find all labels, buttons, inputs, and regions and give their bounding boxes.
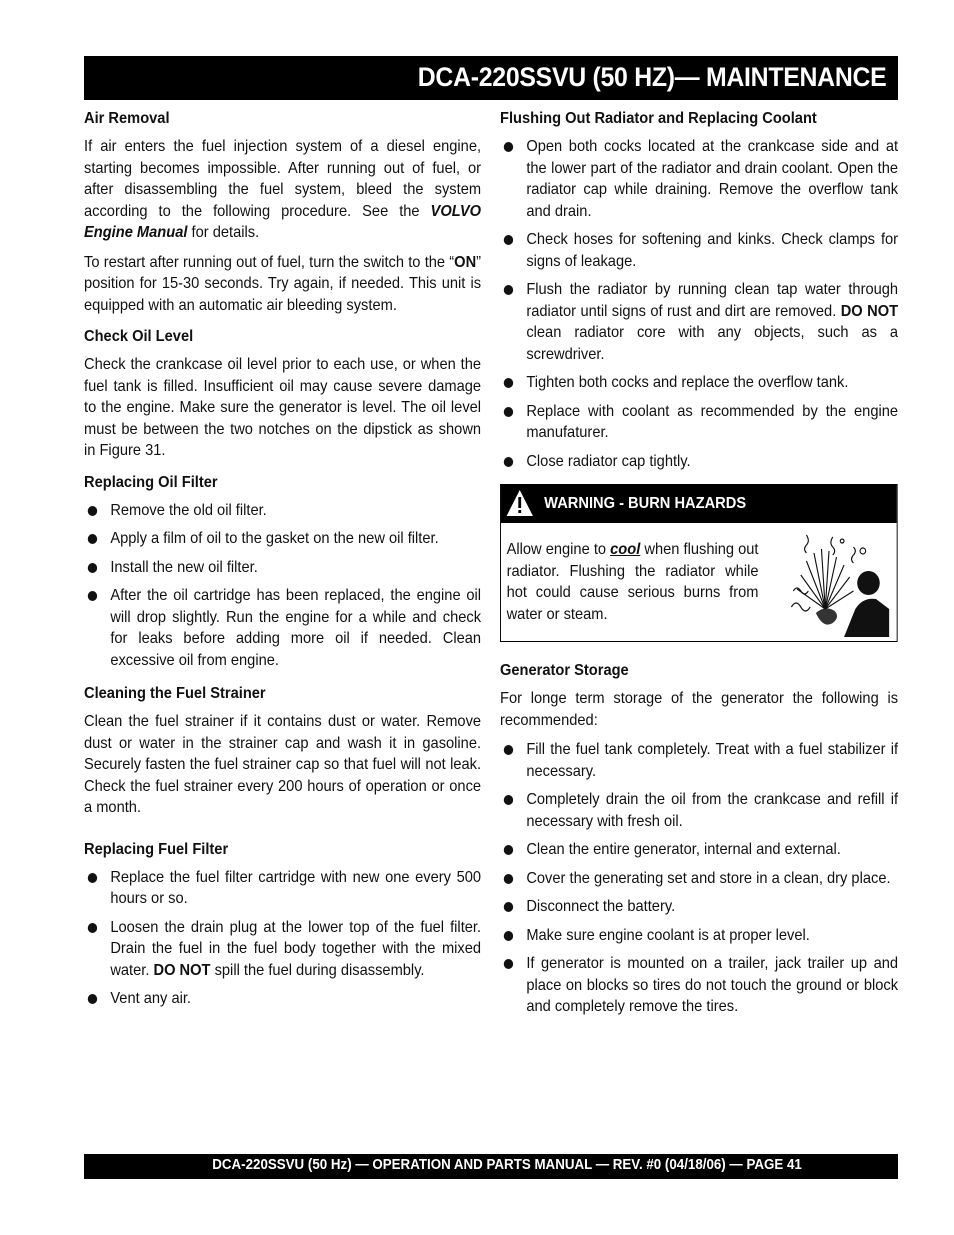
paragraph — [84, 252, 481, 317]
paragraph — [84, 136, 481, 244]
list-item — [500, 739, 898, 782]
bullet-icon — [504, 745, 513, 755]
paragraph: For longe term storage of the generator the following is recommended: — [500, 690, 899, 729]
section-heading: Replacing Oil Filter — [84, 473, 218, 491]
bullet-icon — [88, 506, 97, 516]
section-oil-filter — [84, 472, 481, 672]
item-text: Check hoses for softening and kinks. Check clamps for signs of leakage. — [526, 231, 899, 270]
item-text: Vent any air. — [110, 990, 191, 1007]
section-heading: Cleaning the Fuel Strainer — [84, 685, 266, 702]
burn-hazard-illustration — [788, 531, 891, 639]
bullet-icon — [504, 235, 513, 245]
item-text: Tighten both cocks and replace the overflow tank. — [526, 374, 849, 391]
list-item — [500, 925, 898, 947]
list-item — [500, 279, 898, 365]
item-text: Completely drain the oil from the crankcase and refill if necessary with fresh oil. — [526, 791, 899, 830]
do-not-emphasis: DO NOT — [840, 302, 899, 320]
item-text: After the oil cartridge has been replaced, the engine oil will drop slightly. Run the engine for a while and check for leaks before adding more oil if needed. Clean excessive oil from engine. — [110, 587, 482, 669]
list-item — [84, 867, 481, 910]
list-item — [500, 229, 898, 272]
list-item — [500, 839, 898, 861]
bullet-list — [84, 867, 481, 1010]
section-storage — [500, 660, 898, 1018]
section-fuel-filter — [84, 839, 481, 1010]
item-text: If generator is mounted on a trailer, jack trailer up and place on blocks so tires do not touch the ground or block and completely remove the tires. — [526, 955, 899, 1015]
list-item — [500, 451, 898, 473]
text: for details. — [187, 224, 260, 241]
bullet-icon — [504, 378, 513, 388]
section-heading: Replacing Fuel Filter — [84, 840, 229, 858]
bullet-icon — [504, 457, 513, 467]
do-not-emphasis: DO NOT — [153, 961, 211, 979]
section-heading: Check Oil Level — [84, 328, 194, 345]
warning-text — [507, 539, 759, 625]
bullet-icon — [88, 994, 97, 1004]
page-footer — [84, 1154, 898, 1179]
bullet-icon — [504, 845, 513, 855]
item-text: Remove the old oil filter. — [110, 501, 267, 519]
list-item — [84, 500, 481, 522]
list-item — [84, 585, 481, 671]
text: If air enters the fuel injection system of a diesel engine, starting becomes impossible. After running out of fuel, or after disassembling the fuel system, bleed the system according to the following procedure. See the — [84, 138, 482, 220]
bullet-icon — [504, 874, 513, 884]
list-item — [500, 789, 898, 832]
bullet-icon — [504, 959, 513, 969]
page-title: DCA-220SSVU (50 HZ)— MAINTENANCE — [417, 62, 886, 92]
list-item — [84, 528, 481, 550]
bullet-icon — [504, 285, 513, 295]
right-column — [500, 108, 898, 1030]
text: Allow engine to — [506, 541, 611, 558]
bullet-icon — [88, 591, 97, 601]
text: when flushing out radiator. Flushing the radiator while hot could cause serious burns from water or steam. — [506, 541, 759, 623]
bullet-icon — [504, 931, 513, 941]
section-heading: Generator Storage — [500, 662, 629, 679]
item-text: Loosen the drain plug at the lower top of the fuel filter. Drain the fuel in the fuel body together with the mixed water. — [110, 918, 482, 979]
item-text: spill the fuel during disassembly. — [210, 961, 425, 979]
item-text: Flush the radiator by running clean tap water through radiator until signs of rust and dirt are removed. — [526, 281, 899, 320]
on-label: ON — [454, 253, 477, 271]
warning-box — [500, 484, 898, 642]
bullet-icon — [504, 142, 513, 152]
bullet-icon — [88, 534, 97, 544]
bullet-list — [84, 500, 481, 672]
item-text: Clean the entire generator, internal and external. — [526, 841, 841, 858]
warning-label: WARNING - BURN HAZARDS — [544, 495, 747, 512]
warning-body — [501, 523, 897, 641]
paragraph: Clean the fuel strainer if it contains dust or water. Remove dust or water in the strainer cap and wash it in gasoline. Securely fasten the fuel strainer cap so that fuel will not leak. Check the fuel strainer every 200 hours of operation or once a month. — [84, 713, 482, 816]
paragraph: Check the crankcase oil level prior to each use, or when the fuel tank is filled. Insufficient oil may cause severe damage to the engine. Make sure the generator is level. The oil level must be between the two notches on the dipstick as shown in Figure 31. — [84, 356, 482, 459]
section-heading: Flushing Out Radiator and Replacing Coolant — [500, 110, 817, 127]
list-item — [500, 401, 898, 444]
warning-header — [501, 485, 897, 523]
page-header — [84, 56, 898, 100]
cool-emphasis: cool — [610, 541, 641, 558]
bullet-icon — [88, 923, 97, 933]
list-item — [84, 557, 481, 579]
warning-triangle-icon — [506, 489, 534, 517]
section-check-oil — [84, 326, 481, 462]
item-text: clean radiator core with any objects, such as a screwdriver. — [526, 324, 899, 363]
item-text: Install the new oil filter. — [110, 558, 258, 576]
list-item — [500, 372, 898, 394]
bullet-icon — [504, 795, 513, 805]
list-item — [500, 896, 898, 918]
section-heading: Air Removal — [84, 110, 170, 127]
item-text: Cover the generating set and store in a clean, dry place. — [526, 869, 891, 887]
item-text: Disconnect the battery. — [526, 898, 676, 915]
bullet-list — [500, 136, 898, 472]
footer-text: DCA-220SSVU (50 Hz) — OPERATION AND PARTS MANUAL — REV. #0 (04/18/06) — PAGE 41 — [212, 1157, 802, 1173]
list-item — [84, 988, 481, 1010]
list-item — [500, 136, 898, 222]
item-text: Fill the fuel tank completely. Treat with a fuel stabilizer if necessary. — [526, 741, 899, 780]
bullet-icon — [504, 407, 513, 417]
manual-reference: VOLVO Engine Manual — [84, 202, 482, 241]
section-air-removal — [84, 108, 481, 316]
item-text: Apply a film of oil to the gasket on the new oil filter. — [110, 530, 439, 547]
item-text: Replace the fuel filter cartridge with new one every 500 hours or so. — [110, 868, 482, 907]
list-item — [84, 917, 481, 982]
item-text: Replace with coolant as recommended by the engine manufaturer. — [526, 402, 899, 441]
list-item — [500, 953, 898, 1018]
section-flushing — [500, 108, 898, 472]
bullet-icon — [88, 873, 97, 883]
text: ” position for 15-30 seconds. Try again, if needed. This unit is equipped with an automatic air bleeding system. — [84, 253, 482, 314]
bullet-list — [500, 739, 898, 1018]
bullet-icon — [88, 563, 97, 573]
item-text: Close radiator cap tightly. — [526, 452, 691, 470]
item-text: Open both cocks located at the crankcase side and at the lower part of the radiator and drain coolant. Open the radiator cap while draining. Remove the overflow tank and drain. — [526, 138, 899, 220]
item-text: Make sure engine coolant is at proper level. — [526, 926, 810, 944]
section-fuel-strainer — [84, 683, 481, 819]
left-column — [84, 108, 481, 1022]
list-item — [500, 868, 898, 890]
text: To restart after running out of fuel, turn the switch to the “ — [84, 253, 455, 271]
bullet-icon — [504, 902, 513, 912]
